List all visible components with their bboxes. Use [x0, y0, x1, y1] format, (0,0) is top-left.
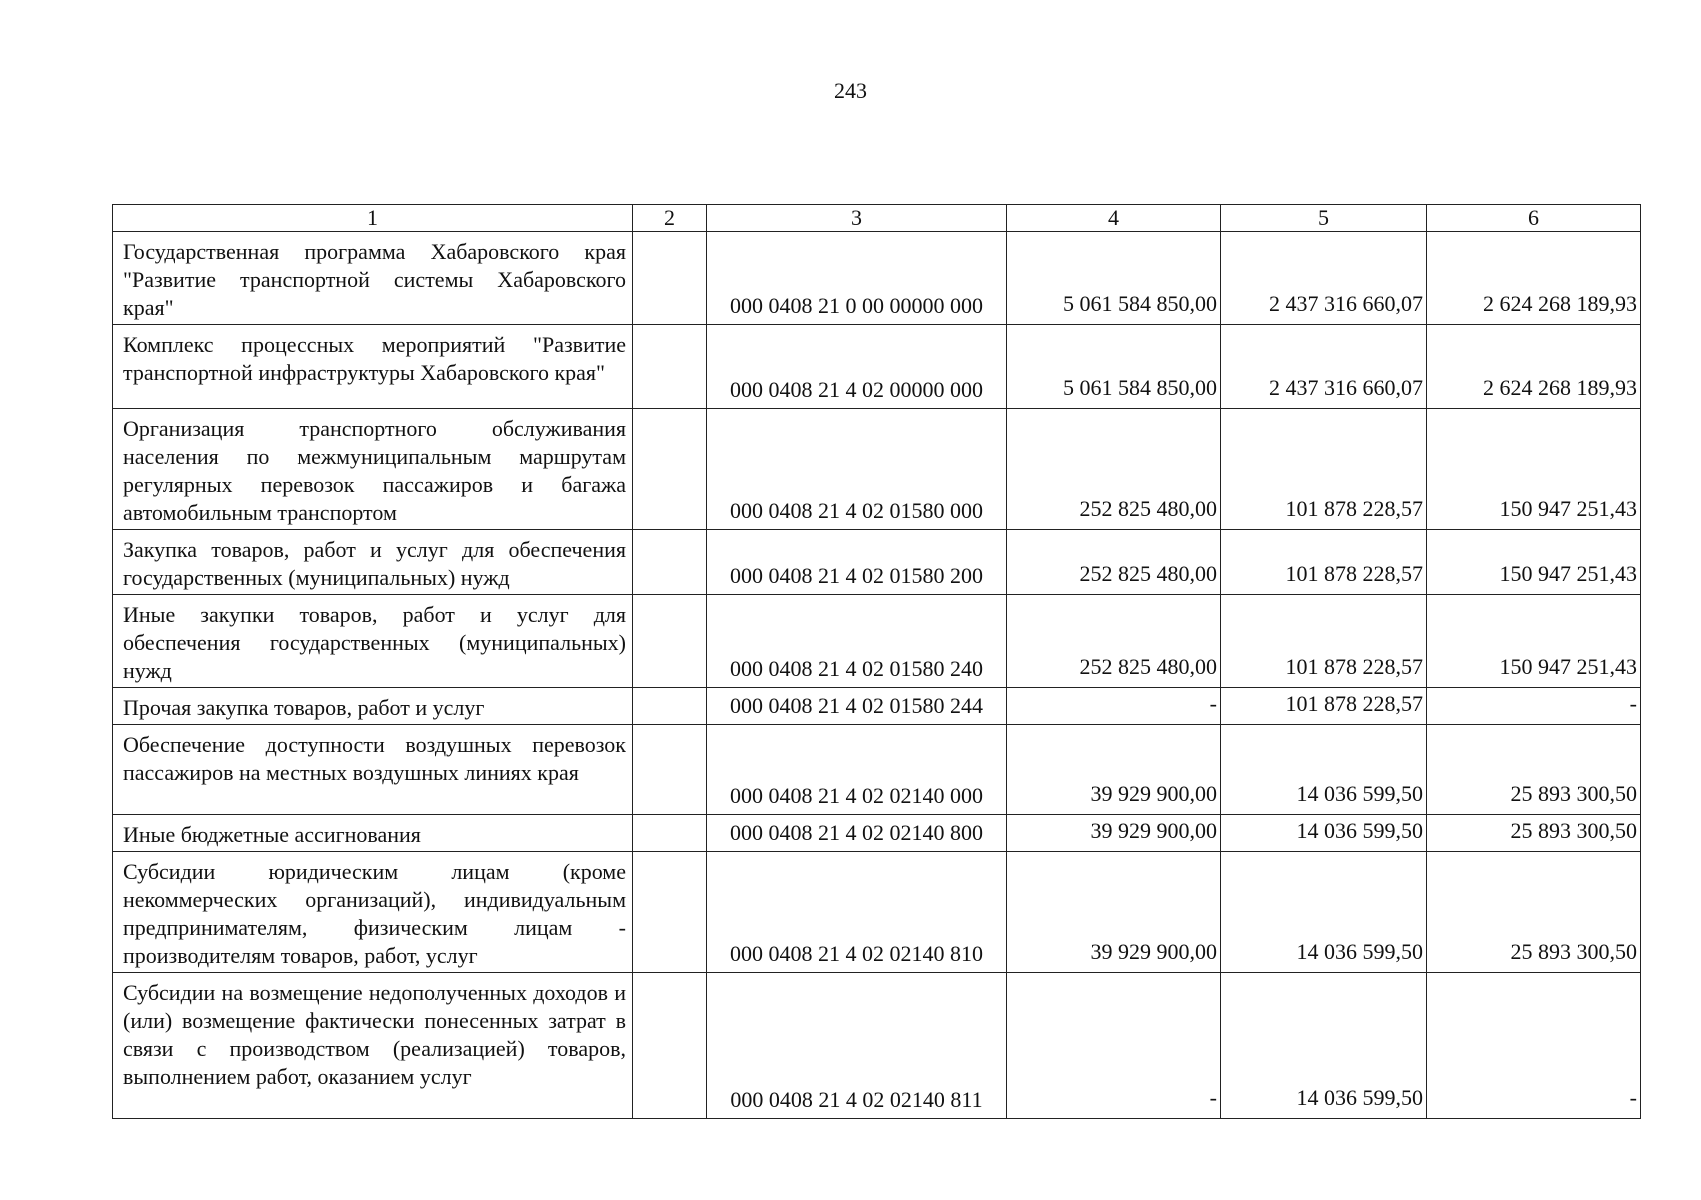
- row-name: Организация транспортного обслуживания населения по межмуниципальным маршрутам регулярных перевозок пассажиров и багажа автомобильным транспортом: [113, 409, 633, 530]
- row-rest: 150 947 251,43: [1427, 595, 1641, 688]
- table-row: [113, 325, 1641, 409]
- column-header-3: 3: [707, 205, 1007, 232]
- row-exec: 14 036 599,50: [1221, 725, 1427, 815]
- row-plan: 252 825 480,00: [1007, 530, 1221, 595]
- row-rest: 150 947 251,43: [1427, 530, 1641, 595]
- row-code: 000 0408 21 4 02 01580 244: [707, 688, 1007, 725]
- row-code: 000 0408 21 4 02 02140 000: [707, 725, 1007, 815]
- row-name: Обеспечение доступности воздушных перевозок пассажиров на местных воздушных линиях края: [113, 725, 633, 815]
- row-plan: 39 929 900,00: [1007, 852, 1221, 973]
- column-header-1: 1: [113, 205, 633, 232]
- column-header-6: 6: [1427, 205, 1641, 232]
- row-exec: 2 437 316 660,07: [1221, 232, 1427, 325]
- row-rest: 2 624 268 189,93: [1427, 232, 1641, 325]
- table-row: [113, 409, 1641, 530]
- row-rest: 25 893 300,50: [1427, 725, 1641, 815]
- column-header-4: 4: [1007, 205, 1221, 232]
- row-code: 000 0408 21 4 02 00000 000: [707, 325, 1007, 409]
- row-name: Прочая закупка товаров, работ и услуг: [113, 688, 633, 725]
- row-exec: 14 036 599,50: [1221, 852, 1427, 973]
- table-row: [113, 725, 1641, 815]
- table-row: [113, 973, 1641, 1119]
- row-col2: [633, 688, 707, 725]
- row-code: 000 0408 21 4 02 01580 200: [707, 530, 1007, 595]
- row-name: Иные закупки товаров, работ и услуг для обеспечения государственных (муниципальных) нужд: [113, 595, 633, 688]
- row-plan: 5 061 584 850,00: [1007, 325, 1221, 409]
- table-header: [113, 205, 1641, 232]
- row-col2: [633, 409, 707, 530]
- row-rest: 25 893 300,50: [1427, 852, 1641, 973]
- row-name: Комплекс процессных мероприятий "Развитие транспортной инфраструктуры Хабаровского края": [113, 325, 633, 409]
- row-code: 000 0408 21 4 02 01580 240: [707, 595, 1007, 688]
- column-header-5: 5: [1221, 205, 1427, 232]
- row-plan: -: [1007, 973, 1221, 1119]
- table-row: [113, 530, 1641, 595]
- table-row: [113, 595, 1641, 688]
- row-col2: [633, 325, 707, 409]
- row-name: Субсидии юридическим лицам (кроме некоммерческих организаций), индивидуальным предпринимателям, физическим лицам - производителям товаров, работ, услуг: [113, 852, 633, 973]
- row-plan: 5 061 584 850,00: [1007, 232, 1221, 325]
- row-col2: [633, 852, 707, 973]
- row-code: 000 0408 21 4 02 02140 810: [707, 852, 1007, 973]
- row-name: Субсидии на возмещение недополученных доходов и (или) возмещение фактически понесенных затрат в связи с производством (реализацией) товаров, выполнением работ, оказанием услуг: [113, 973, 633, 1119]
- row-name: Иные бюджетные ассигнования: [113, 815, 633, 852]
- table-row: [113, 852, 1641, 973]
- table-body: [113, 232, 1641, 1119]
- page-number: 243: [834, 78, 867, 103]
- row-exec: 101 878 228,57: [1221, 688, 1427, 725]
- table-row: [113, 232, 1641, 325]
- row-exec: 101 878 228,57: [1221, 595, 1427, 688]
- row-code: 000 0408 21 4 02 01580 000: [707, 409, 1007, 530]
- row-col2: [633, 595, 707, 688]
- row-exec: 2 437 316 660,07: [1221, 325, 1427, 409]
- row-code: 000 0408 21 4 02 02140 800: [707, 815, 1007, 852]
- row-plan: 252 825 480,00: [1007, 595, 1221, 688]
- row-name: Закупка товаров, работ и услуг для обеспечения государственных (муниципальных) нужд: [113, 530, 633, 595]
- row-code: 000 0408 21 0 00 00000 000: [707, 232, 1007, 325]
- column-header-2: 2: [633, 205, 707, 232]
- row-col2: [633, 530, 707, 595]
- row-col2: [633, 973, 707, 1119]
- row-plan: 39 929 900,00: [1007, 815, 1221, 852]
- row-col2: [633, 232, 707, 325]
- row-rest: 25 893 300,50: [1427, 815, 1641, 852]
- row-exec: 101 878 228,57: [1221, 530, 1427, 595]
- row-code: 000 0408 21 4 02 02140 811: [707, 973, 1007, 1119]
- row-exec: 14 036 599,50: [1221, 973, 1427, 1119]
- row-plan: 39 929 900,00: [1007, 725, 1221, 815]
- row-plan: 252 825 480,00: [1007, 409, 1221, 530]
- table-row: [113, 815, 1641, 852]
- row-rest: 2 624 268 189,93: [1427, 325, 1641, 409]
- row-rest: -: [1427, 688, 1641, 725]
- row-plan: -: [1007, 688, 1221, 725]
- row-rest: 150 947 251,43: [1427, 409, 1641, 530]
- row-exec: 14 036 599,50: [1221, 815, 1427, 852]
- row-name: Государственная программа Хабаровского края "Развитие транспортной системы Хабаровского края": [113, 232, 633, 325]
- row-col2: [633, 815, 707, 852]
- row-col2: [633, 725, 707, 815]
- header-row: [113, 205, 1641, 232]
- row-rest: -: [1427, 973, 1641, 1119]
- row-exec: 101 878 228,57: [1221, 409, 1427, 530]
- table-row: [113, 688, 1641, 725]
- budget-table: [112, 204, 1641, 1119]
